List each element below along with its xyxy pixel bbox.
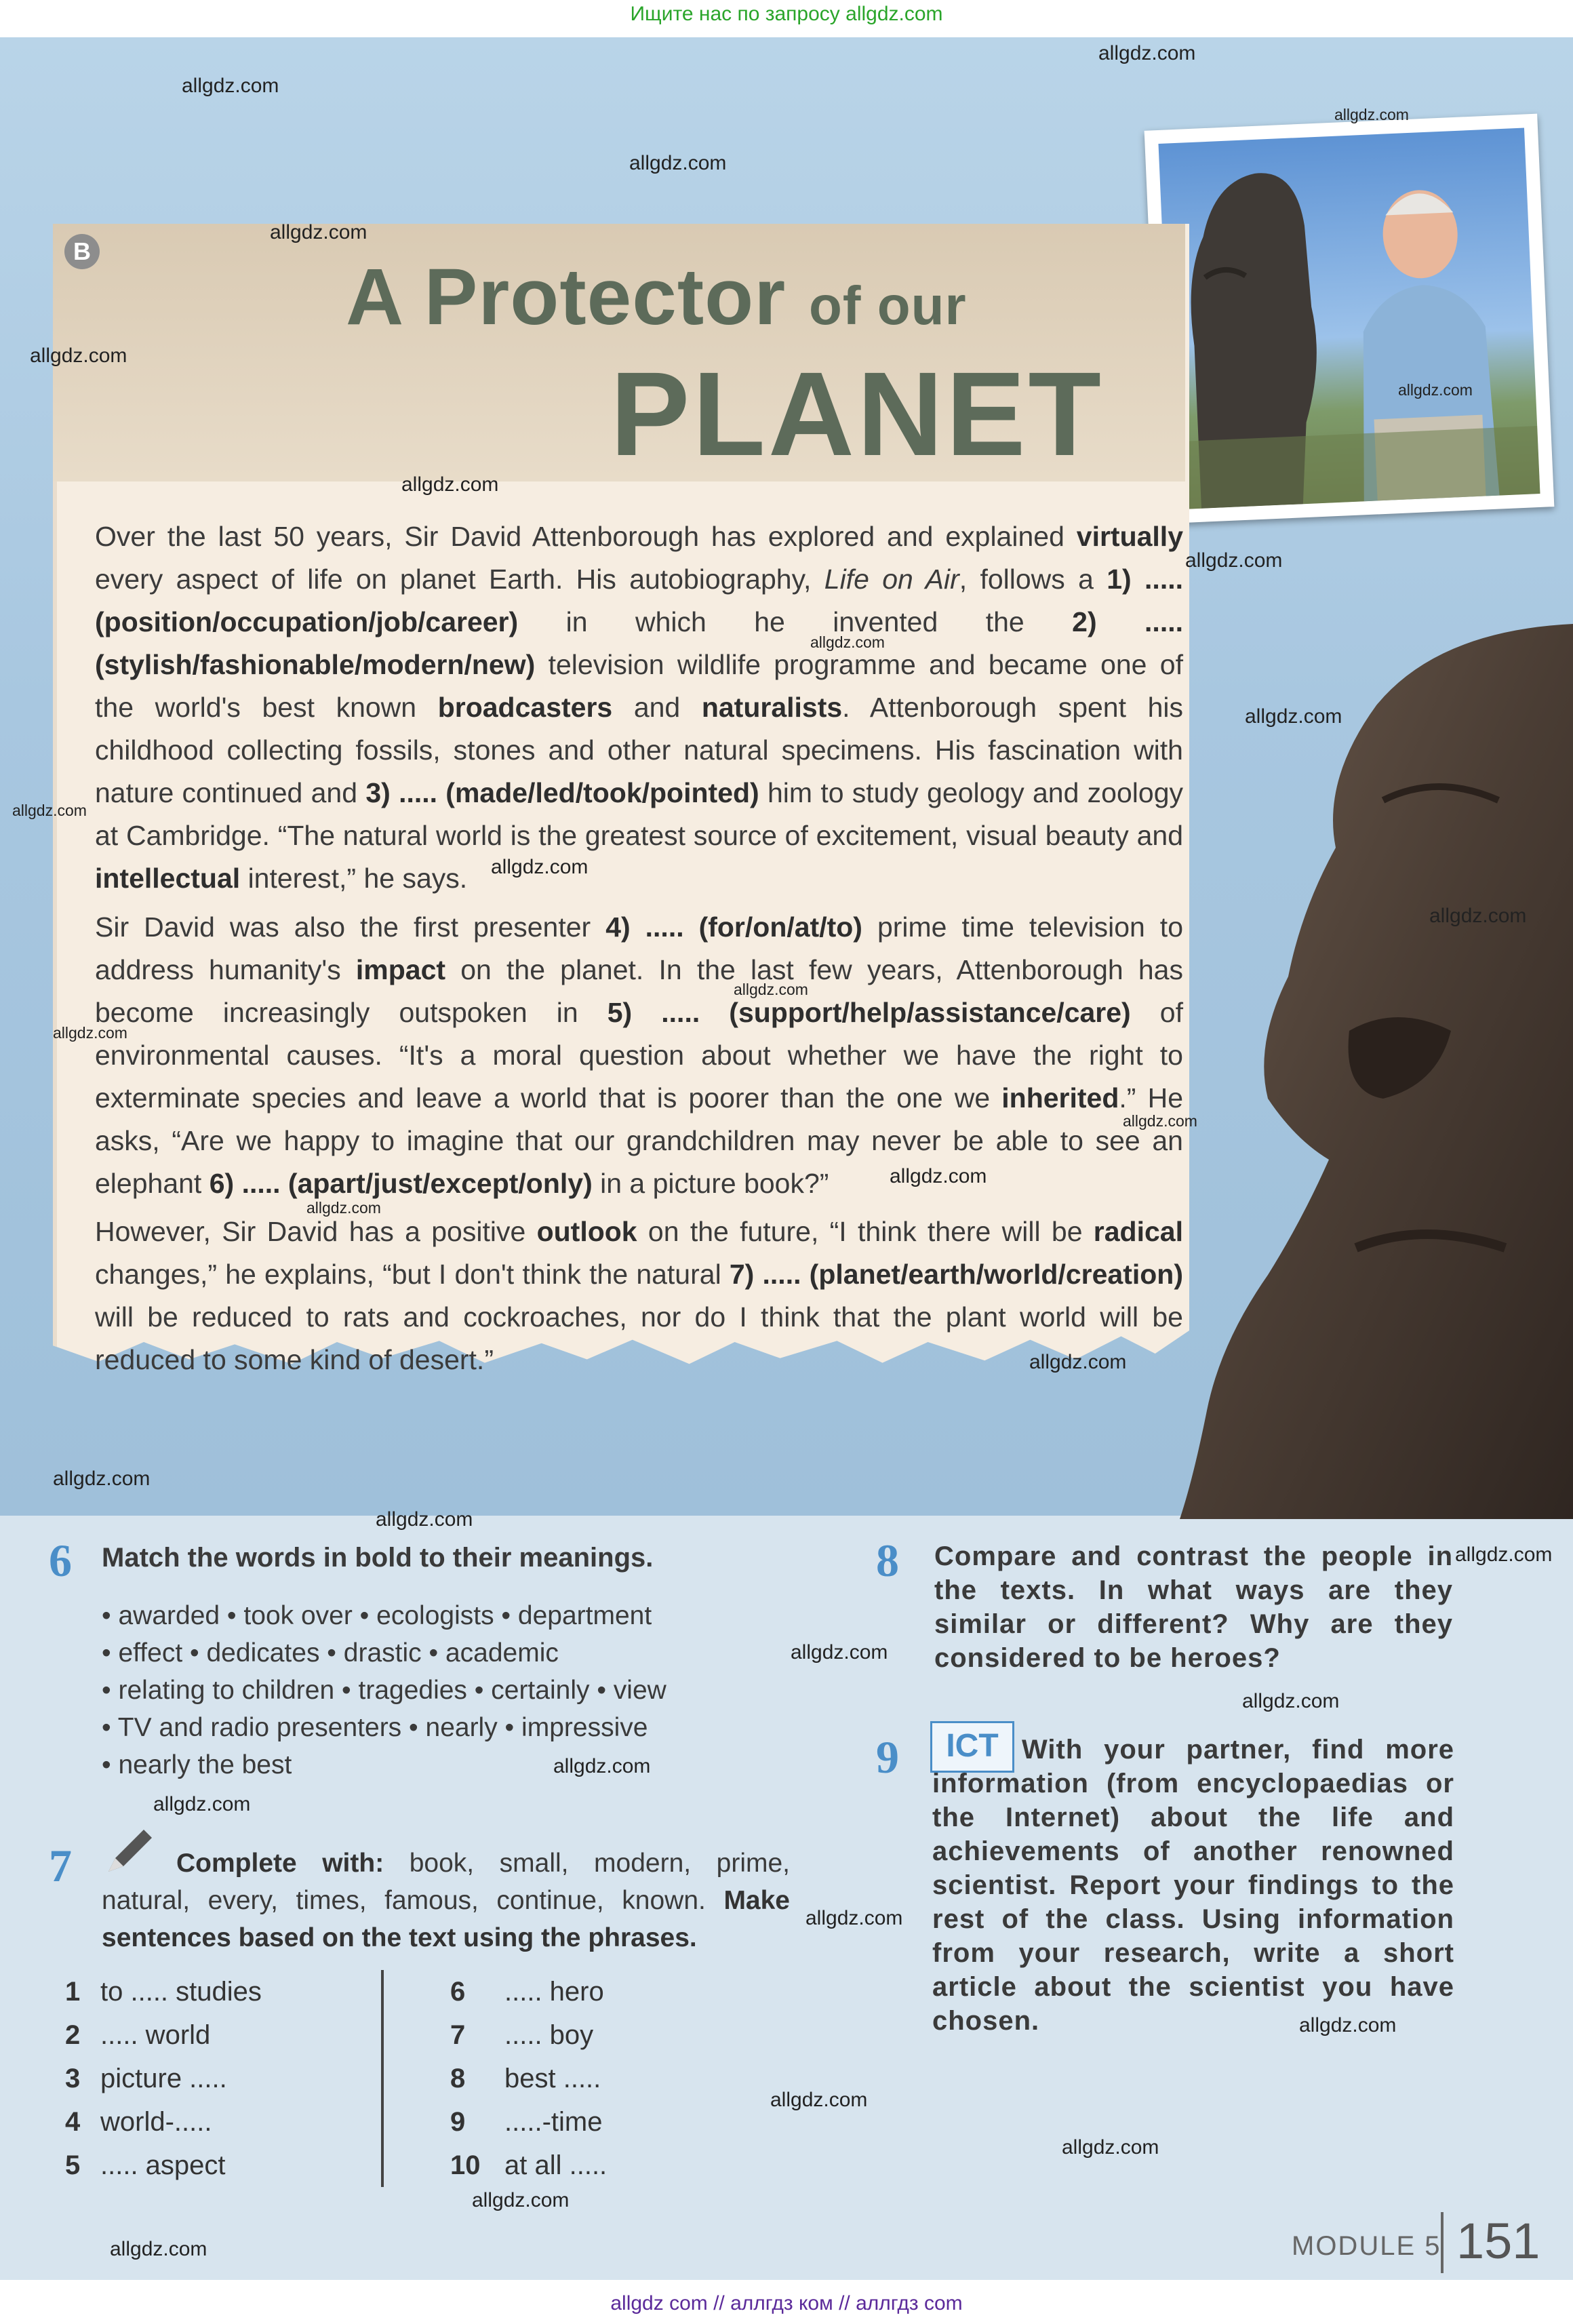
header-link[interactable]: Ищите нас по запросу allgdz.com: [630, 3, 943, 25]
watermark: allgdz.com: [1123, 1112, 1197, 1130]
watermark: allgdz.com: [1029, 1351, 1127, 1373]
text-run: in a picture book?”: [592, 1168, 829, 1199]
page-number-separator: [1441, 2212, 1443, 2273]
watermark: allgdz.com: [153, 1793, 251, 1815]
text-run: inherited: [1001, 1082, 1119, 1114]
list-item-phrase: picture .....: [100, 2064, 227, 2093]
text-run: 1) ..... (position/occupation/job/career): [95, 564, 1183, 637]
list-item-phrase: ..... aspect: [100, 2150, 226, 2180]
text-run: Sir David was also the first presenter: [95, 911, 606, 943]
exercise-6-words-line-4: • TV and radio presenters • nearly • impressive: [102, 1713, 648, 1742]
watermark: allgdz.com: [53, 1468, 151, 1490]
article-paragraph-2: [95, 906, 1183, 1205]
list-item-phrase: best .....: [504, 2064, 601, 2093]
exercise-6-words-line-3: • relating to children • tragedies • certainly • view: [102, 1676, 666, 1705]
text-run: interest,” he says.: [240, 863, 468, 894]
attenborough-photo: [1144, 114, 1555, 524]
watermark: allgdz.com: [270, 221, 367, 243]
exercise-6-words-line-5: • nearly the best: [102, 1750, 292, 1779]
watermark: allgdz.com: [890, 1165, 987, 1187]
exercise-9-number: 9: [876, 1731, 899, 1783]
title-word-of-our: of our: [808, 275, 967, 336]
list-item-phrase: at all .....: [504, 2150, 608, 2180]
section-label: B: [64, 234, 100, 269]
moai-statue-image: [1180, 624, 1573, 1519]
watermark: allgdz.com: [401, 473, 499, 496]
list-item-phrase: world-.....: [100, 2107, 212, 2137]
list-item-number: 7: [450, 2020, 466, 2050]
watermark: allgdz.com: [491, 856, 589, 878]
text-run: 5) ..... (support/help/assistance/care): [607, 997, 1131, 1028]
watermark: allgdz.com: [53, 1024, 127, 1042]
watermark: allgdz.com: [791, 1641, 888, 1663]
list-item-number: 8: [450, 2064, 466, 2093]
column-divider: [381, 1970, 384, 2187]
ict-badge: ICT: [930, 1721, 1014, 1773]
exercise-7-bold-2: Make sentences based on the text using the phrases.: [102, 1886, 790, 1952]
footer-link[interactable]: allgdz com // аллгдз ком // аллгдз com: [610, 2292, 963, 2315]
exercise-9-text: With your partner, find more information (from encyclopaedias or the Internet) about the life and achievements of another renowned scientist. Report your findings to the rest of the class. Using information from your research, write a short article about the scientist you have chosen.: [932, 1735, 1454, 2036]
article-title: [346, 251, 967, 343]
watermark: allgdz.com: [1334, 106, 1409, 123]
list-item-phrase: .....-time: [504, 2107, 603, 2137]
text-run: television wildlife programme and became one of the world's best known: [95, 649, 1183, 723]
watermark: allgdz.com: [810, 633, 885, 651]
text-run: , follows a: [959, 564, 1107, 595]
text-run: naturalists: [701, 692, 843, 723]
watermark: allgdz.com: [1299, 2014, 1397, 2036]
watermark: allgdz.com: [1245, 705, 1342, 728]
text-run: However, Sir David has a positive: [95, 1216, 537, 1247]
text-run: intellectual: [95, 863, 241, 894]
exercise-8-number: 8: [876, 1535, 899, 1586]
exercise-7-word-list: book, small, modern, prime, natural, every, times, famous, continue, known.: [102, 1849, 791, 1915]
watermark: allgdz.com: [30, 344, 127, 367]
exercise-8-text: Compare and contrast the people in the texts. In what ways are they similar or different? Why are they considered to be heroes?: [934, 1541, 1453, 1673]
list-item-number: 5: [65, 2150, 81, 2180]
module-label: MODULE 5: [1292, 2231, 1441, 2261]
exercise-7-instruction: [102, 1845, 790, 1956]
list-item-phrase: ..... world: [100, 2020, 211, 2050]
list-item-phrase: ..... boy: [504, 2020, 594, 2050]
watermark: allgdz.com: [1062, 2136, 1159, 2159]
list-item-phrase: ..... hero: [504, 1977, 604, 2007]
text-run: .” He asks, “Are we happy to imagine that our grandchildren may never be able to see an elephant: [95, 1082, 1183, 1199]
text-run: and: [612, 692, 702, 723]
text-run: virtually: [1076, 521, 1183, 552]
text-run: 7) ..... (planet/earth/world/creation): [729, 1259, 1183, 1290]
text-run: of environmental causes. “It's a moral question about whether we have the right to exterminate species and leave a world that is poorer than the one we: [95, 997, 1183, 1114]
exercise-6-instruction: Match the words in bold to their meanings.: [102, 1543, 654, 1573]
text-run: 6) ..... (apart/just/except/only): [209, 1168, 593, 1199]
watermark: allgdz.com: [1242, 1690, 1340, 1712]
text-run: Life on Air: [824, 564, 959, 595]
text-run: outlook: [536, 1216, 637, 1247]
watermark: allgdz.com: [472, 2189, 570, 2211]
exercise-7-bold-1: Complete with:: [176, 1849, 384, 1878]
watermark: allgdz.com: [734, 981, 808, 998]
text-run: radical: [1093, 1216, 1183, 1247]
article-title-planet: PLANET: [610, 348, 1104, 481]
watermark: allgdz.com: [770, 2089, 868, 2111]
text-run: Over the last 50 years, Sir David Attenborough has explored and explained: [95, 521, 1077, 552]
page-number: 151: [1456, 2213, 1540, 2269]
list-item-number: 4: [65, 2107, 81, 2137]
text-run: impact: [355, 954, 446, 985]
text-run: 3) ..... (made/led/took/pointed): [365, 777, 759, 808]
exercise-6-words-line-1: • awarded • took over • ecologists • department: [102, 1601, 652, 1630]
watermark: allgdz.com: [1185, 549, 1283, 572]
text-run: on the future, “I think there will be: [637, 1216, 1094, 1247]
text-run: will be reduced to rats and cockroaches, nor do I think that the plant world will be reduced to some kind of desert.”: [95, 1301, 1183, 1375]
watermark: allgdz.com: [1455, 1543, 1553, 1566]
text-run: on the planet. In the last few years, Attenborough has become increasingly outspoken in: [95, 954, 1183, 1028]
article-paragraph-1: [95, 515, 1183, 900]
moai-illustration: [1180, 624, 1573, 1519]
exercise-7-number: 7: [49, 1840, 72, 1891]
list-item-number: 2: [65, 2020, 81, 2050]
text-run: in which he invented the: [518, 606, 1073, 637]
watermark: allgdz.com: [376, 1508, 473, 1531]
exercise-6-words-line-2: • effect • dedicates • drastic • academic: [102, 1638, 559, 1668]
list-item-number: 6: [450, 1977, 466, 2007]
list-item-number: 9: [450, 2107, 466, 2137]
list-item-number: 10: [450, 2150, 481, 2180]
watermark: allgdz.com: [1429, 905, 1527, 927]
list-item-number: 3: [65, 2064, 81, 2093]
watermark: allgdz.com: [12, 802, 87, 819]
list-item-number: 1: [65, 1977, 81, 2007]
text-run: 2) ..... (stylish/fashionable/modern/new): [95, 606, 1183, 680]
watermark: allgdz.com: [805, 1907, 903, 1929]
exercise-6-number: 6: [49, 1535, 72, 1586]
watermark: allgdz.com: [182, 75, 279, 97]
watermark: allgdz.com: [1098, 42, 1196, 64]
text-run: 4) ..... (for/on/at/to): [605, 911, 862, 943]
watermark: allgdz.com: [629, 152, 727, 174]
text-run: broadcasters: [437, 692, 613, 723]
text-run: changes,” he explains, “but I don't think the natural: [95, 1259, 730, 1290]
photo-scene: [1158, 127, 1540, 509]
watermark: allgdz.com: [553, 1755, 651, 1777]
text-run: him to study geology and zoology at Cambridge. “The natural world is the greatest source of excitement, visual beauty and: [95, 777, 1183, 851]
watermark: allgdz.com: [110, 2238, 207, 2260]
list-item-phrase: to ..... studies: [100, 1977, 262, 2007]
watermark: allgdz.com: [306, 1199, 381, 1217]
title-word-protector: A Protector: [346, 252, 786, 342]
text-run: every aspect of life on planet Earth. His autobiography,: [95, 564, 824, 595]
watermark: allgdz.com: [1398, 381, 1473, 399]
text-run: . Attenborough spent his childhood collecting fossils, stones and other natural specimens. His fascination with nature continued and: [95, 692, 1183, 808]
article-paragraph-3: [95, 1210, 1183, 1381]
photo-illustration: [1158, 127, 1540, 509]
text-run: prime time television to address humanity's: [95, 911, 1183, 985]
